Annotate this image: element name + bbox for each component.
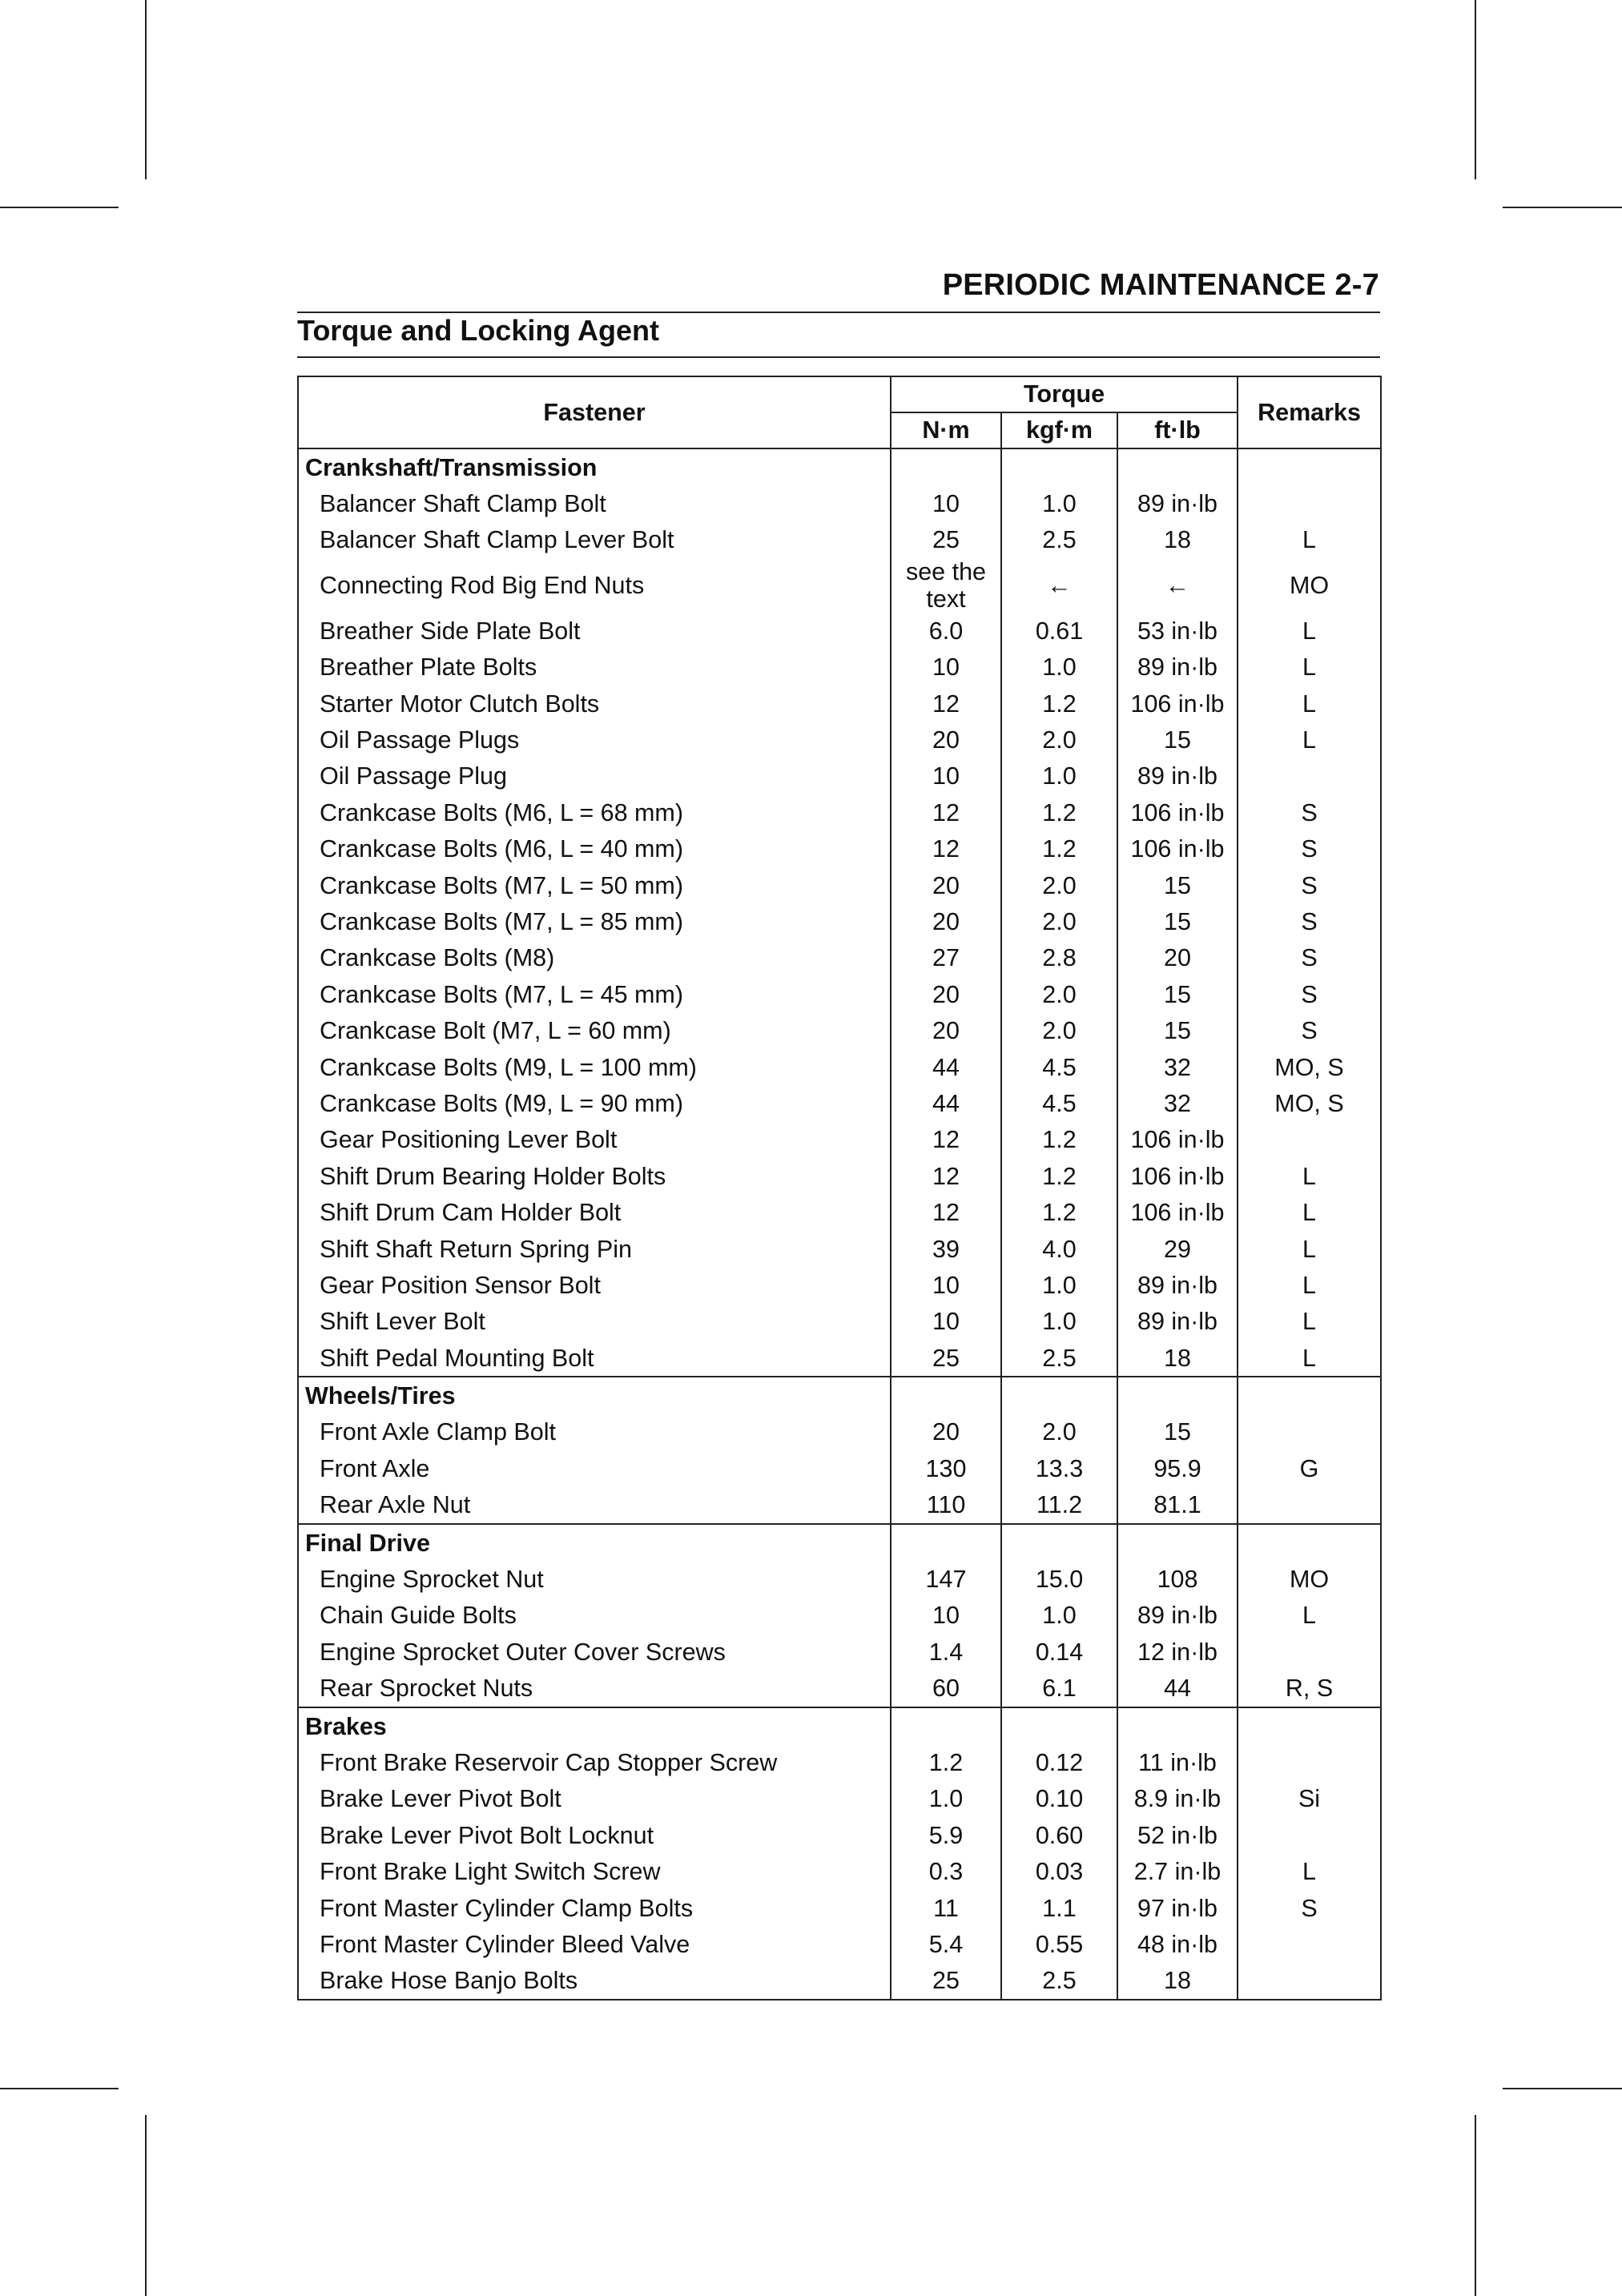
ftlb-value: ← bbox=[1117, 558, 1238, 613]
table-row bbox=[298, 758, 1381, 794]
kgfm-value: 2.0 bbox=[1001, 903, 1117, 939]
nm-value: 27 bbox=[891, 940, 1001, 976]
ftlb-value: 89 in·lb bbox=[1117, 1304, 1238, 1340]
ftlb-value: 18 bbox=[1117, 1340, 1238, 1377]
table-row bbox=[298, 976, 1381, 1012]
fastener-name: Chain Guide Bolts bbox=[298, 1598, 891, 1634]
table-row bbox=[298, 1267, 1381, 1303]
table-row bbox=[298, 1049, 1381, 1085]
ftlb-value: 15 bbox=[1117, 722, 1238, 758]
ftlb-value: 8.9 in·lb bbox=[1117, 1781, 1238, 1817]
fastener-name: Brake Lever Pivot Bolt bbox=[298, 1781, 891, 1817]
kgfm-value: 1.0 bbox=[1001, 1304, 1117, 1340]
table-row bbox=[298, 613, 1381, 649]
nm-value-line2: text bbox=[926, 585, 966, 613]
fastener-name: Breather Plate Bolts bbox=[298, 649, 891, 686]
crop-mark-bottom-right bbox=[1475, 2115, 1476, 2296]
remarks-value bbox=[1238, 1926, 1381, 1962]
fastener-name: Crankcase Bolt (M7, L = 60 mm) bbox=[298, 1012, 891, 1048]
fastener-name: Front Brake Reservoir Cap Stopper Screw bbox=[298, 1744, 891, 1780]
fastener-name: Rear Axle Nut bbox=[298, 1487, 891, 1524]
remarks-value: MO, S bbox=[1238, 1049, 1381, 1085]
crop-mark-top-left bbox=[145, 0, 147, 179]
table-row bbox=[298, 558, 1381, 613]
remarks-value: S bbox=[1238, 867, 1381, 903]
ftlb-value: 89 in·lb bbox=[1117, 1598, 1238, 1634]
ftlb-value: 29 bbox=[1117, 1231, 1238, 1267]
remarks-value bbox=[1238, 1963, 1381, 2000]
nm-value: 1.4 bbox=[891, 1634, 1001, 1670]
kgfm-value: 0.03 bbox=[1001, 1853, 1117, 1889]
fastener-name: Crankcase Bolts (M7, L = 45 mm) bbox=[298, 976, 891, 1012]
group-title: Crankshaft/Transmission bbox=[298, 448, 891, 485]
table-row bbox=[298, 1781, 1381, 1817]
ftlb-value: 108 bbox=[1117, 1561, 1238, 1597]
torque-table bbox=[297, 376, 1382, 2000]
nm-value: 20 bbox=[891, 976, 1001, 1012]
ftlb-value: 53 in·lb bbox=[1117, 613, 1238, 649]
remarks-value: L bbox=[1238, 1853, 1381, 1889]
ftlb-value: 95.9 bbox=[1117, 1450, 1238, 1486]
nm-value: 12 bbox=[891, 686, 1001, 722]
table-row bbox=[298, 1598, 1381, 1634]
table-row bbox=[298, 1012, 1381, 1048]
remarks-value: S bbox=[1238, 1890, 1381, 1926]
table-row bbox=[298, 1158, 1381, 1194]
nm-value: 130 bbox=[891, 1450, 1001, 1486]
ftlb-value: 18 bbox=[1117, 1963, 1238, 2000]
group-row bbox=[298, 1707, 1381, 1744]
nm-value: 10 bbox=[891, 1598, 1001, 1634]
remarks-value: L bbox=[1238, 1340, 1381, 1377]
ftlb-value: 18 bbox=[1117, 522, 1238, 558]
nm-value: 5.4 bbox=[891, 1926, 1001, 1962]
table-row bbox=[298, 1744, 1381, 1780]
ftlb-value: 97 in·lb bbox=[1117, 1890, 1238, 1926]
fastener-header: Fastener bbox=[298, 376, 891, 448]
fastener-name: Oil Passage Plugs bbox=[298, 722, 891, 758]
remarks-value bbox=[1238, 758, 1381, 794]
kgfm-value: 1.1 bbox=[1001, 1890, 1117, 1926]
remarks-value: L bbox=[1238, 613, 1381, 649]
fastener-name: Gear Position Sensor Bolt bbox=[298, 1267, 891, 1303]
remarks-value: L bbox=[1238, 1267, 1381, 1303]
ftlb-value: 52 in·lb bbox=[1117, 1817, 1238, 1853]
fastener-name: Shift Shaft Return Spring Pin bbox=[298, 1231, 891, 1267]
nm-value: 10 bbox=[891, 485, 1001, 521]
remarks-value bbox=[1238, 1122, 1381, 1158]
ftlb-value: 44 bbox=[1117, 1671, 1238, 1707]
remarks-value: L bbox=[1238, 686, 1381, 722]
fastener-name: Shift Drum Cam Holder Bolt bbox=[298, 1194, 891, 1230]
remarks-value: L bbox=[1238, 649, 1381, 686]
crop-mark-bottom-left bbox=[145, 2115, 147, 2296]
fastener-name: Engine Sprocket Nut bbox=[298, 1561, 891, 1597]
fastener-name: Front Axle Clamp Bolt bbox=[298, 1414, 891, 1450]
empty-cell bbox=[1238, 1707, 1381, 1744]
ftlb-value: 15 bbox=[1117, 867, 1238, 903]
fastener-name: Balancer Shaft Clamp Bolt bbox=[298, 485, 891, 521]
ftlb-value: 89 in·lb bbox=[1117, 649, 1238, 686]
table-row bbox=[298, 485, 1381, 521]
remarks-value: MO bbox=[1238, 1561, 1381, 1597]
fastener-name: Crankcase Bolts (M6, L = 68 mm) bbox=[298, 794, 891, 830]
nm-value: 12 bbox=[891, 1122, 1001, 1158]
kgfm-value: 1.2 bbox=[1001, 831, 1117, 867]
fastener-name: Front Axle bbox=[298, 1450, 891, 1486]
nm-value: 11 bbox=[891, 1890, 1001, 1926]
page-title: PERIODIC MAINTENANCE 2-7 bbox=[942, 268, 1379, 302]
empty-cell bbox=[1117, 1707, 1238, 1744]
nm-value: 0.3 bbox=[891, 1853, 1001, 1889]
fastener-name: Shift Lever Bolt bbox=[298, 1304, 891, 1340]
table-row bbox=[298, 1340, 1381, 1377]
kgfm-value: 0.14 bbox=[1001, 1634, 1117, 1670]
nm-header: N·m bbox=[891, 412, 1001, 448]
group-title: Wheels/Tires bbox=[298, 1377, 891, 1413]
table-row bbox=[298, 1671, 1381, 1707]
nm-value: 110 bbox=[891, 1487, 1001, 1524]
kgfm-value: 2.5 bbox=[1001, 1340, 1117, 1377]
ftlb-value: 32 bbox=[1117, 1085, 1238, 1121]
kgfm-value: 1.0 bbox=[1001, 1267, 1117, 1303]
ftlb-value: 32 bbox=[1117, 1049, 1238, 1085]
remarks-value: S bbox=[1238, 1012, 1381, 1048]
kgfm-value: 1.0 bbox=[1001, 758, 1117, 794]
nm-value: 60 bbox=[891, 1671, 1001, 1707]
remarks-value bbox=[1238, 1414, 1381, 1450]
nm-value: 10 bbox=[891, 758, 1001, 794]
torque-header: Torque bbox=[891, 376, 1238, 412]
fastener-name: Front Brake Light Switch Screw bbox=[298, 1853, 891, 1889]
nm-value: 39 bbox=[891, 1231, 1001, 1267]
kgfm-value: ← bbox=[1001, 558, 1117, 613]
group-title: Final Drive bbox=[298, 1524, 891, 1561]
table-row bbox=[298, 1853, 1381, 1889]
table-row bbox=[298, 522, 1381, 558]
kgfm-value: 2.0 bbox=[1001, 976, 1117, 1012]
remarks-value: L bbox=[1238, 1598, 1381, 1634]
empty-cell bbox=[1001, 448, 1117, 485]
group-title: Brakes bbox=[298, 1707, 891, 1744]
nm-value: 44 bbox=[891, 1085, 1001, 1121]
crop-mark-top-right bbox=[1475, 0, 1476, 179]
remarks-value: R, S bbox=[1238, 1671, 1381, 1707]
ftlb-header: ft·lb bbox=[1117, 412, 1238, 448]
remarks-value: L bbox=[1238, 1304, 1381, 1340]
table-row bbox=[298, 1194, 1381, 1230]
kgfm-value: 6.1 bbox=[1001, 1671, 1117, 1707]
table-row bbox=[298, 940, 1381, 976]
remarks-header: Remarks bbox=[1238, 376, 1381, 448]
ftlb-value: 15 bbox=[1117, 903, 1238, 939]
nm-value: 12 bbox=[891, 794, 1001, 830]
ftlb-value: 89 in·lb bbox=[1117, 1267, 1238, 1303]
table-row bbox=[298, 1450, 1381, 1486]
fastener-name: Engine Sprocket Outer Cover Screws bbox=[298, 1634, 891, 1670]
section-title: Torque and Locking Agent bbox=[297, 314, 659, 347]
ftlb-value: 106 in·lb bbox=[1117, 1158, 1238, 1194]
ftlb-value: 15 bbox=[1117, 1414, 1238, 1450]
fastener-name: Shift Pedal Mounting Bolt bbox=[298, 1340, 891, 1377]
ftlb-value: 2.7 in·lb bbox=[1117, 1853, 1238, 1889]
section-rule bbox=[297, 356, 1380, 358]
kgfm-value: 2.8 bbox=[1001, 940, 1117, 976]
kgfm-value: 2.0 bbox=[1001, 1414, 1117, 1450]
nm-value bbox=[891, 558, 1001, 613]
table-row bbox=[298, 1890, 1381, 1926]
ftlb-value: 89 in·lb bbox=[1117, 485, 1238, 521]
fastener-name: Crankcase Bolts (M9, L = 100 mm) bbox=[298, 1049, 891, 1085]
fastener-name: Balancer Shaft Clamp Lever Bolt bbox=[298, 522, 891, 558]
ftlb-value: 15 bbox=[1117, 976, 1238, 1012]
nm-value: 20 bbox=[891, 903, 1001, 939]
nm-value: 12 bbox=[891, 831, 1001, 867]
empty-cell bbox=[891, 1524, 1001, 1561]
fastener-name: Brake Lever Pivot Bolt Locknut bbox=[298, 1817, 891, 1853]
remarks-value: L bbox=[1238, 722, 1381, 758]
remarks-value: L bbox=[1238, 522, 1381, 558]
kgfm-value: 11.2 bbox=[1001, 1487, 1117, 1524]
nm-value: 10 bbox=[891, 649, 1001, 686]
table-row bbox=[298, 1414, 1381, 1450]
empty-cell bbox=[1001, 1707, 1117, 1744]
nm-value: 20 bbox=[891, 1414, 1001, 1450]
empty-cell bbox=[891, 1707, 1001, 1744]
fastener-name: Front Master Cylinder Bleed Valve bbox=[298, 1926, 891, 1962]
remarks-value bbox=[1238, 485, 1381, 521]
nm-value: 10 bbox=[891, 1267, 1001, 1303]
table-row bbox=[298, 794, 1381, 830]
table-row bbox=[298, 1561, 1381, 1597]
remarks-value bbox=[1238, 1744, 1381, 1780]
nm-value: 1.0 bbox=[891, 1781, 1001, 1817]
fastener-name: Connecting Rod Big End Nuts bbox=[298, 558, 891, 613]
kgfm-value: 4.0 bbox=[1001, 1231, 1117, 1267]
table-row bbox=[298, 1926, 1381, 1962]
kgfm-value: 2.0 bbox=[1001, 1012, 1117, 1048]
table-row bbox=[298, 1085, 1381, 1121]
kgfm-value: 1.2 bbox=[1001, 1194, 1117, 1230]
crop-mark-top-right-h bbox=[1503, 207, 1622, 208]
remarks-value: MO bbox=[1238, 558, 1381, 613]
remarks-value: S bbox=[1238, 940, 1381, 976]
empty-cell bbox=[891, 448, 1001, 485]
fastener-name: Brake Hose Banjo Bolts bbox=[298, 1963, 891, 2000]
ftlb-value: 12 in·lb bbox=[1117, 1634, 1238, 1670]
table-row bbox=[298, 831, 1381, 867]
kgfm-value: 1.0 bbox=[1001, 485, 1117, 521]
nm-value-line1: see the bbox=[905, 558, 987, 586]
table-row bbox=[298, 722, 1381, 758]
ftlb-value: 11 in·lb bbox=[1117, 1744, 1238, 1780]
kgfm-value: 1.2 bbox=[1001, 1158, 1117, 1194]
table-row bbox=[298, 1817, 1381, 1853]
kgfm-value: 2.5 bbox=[1001, 522, 1117, 558]
kgfm-value: 15.0 bbox=[1001, 1561, 1117, 1597]
ftlb-value: 106 in·lb bbox=[1117, 1194, 1238, 1230]
empty-cell bbox=[1238, 1524, 1381, 1561]
kgfm-value: 0.61 bbox=[1001, 613, 1117, 649]
remarks-value: G bbox=[1238, 1450, 1381, 1486]
kgfm-header: kgf·m bbox=[1001, 412, 1117, 448]
group-row bbox=[298, 1377, 1381, 1413]
table-row bbox=[298, 903, 1381, 939]
remarks-value bbox=[1238, 1634, 1381, 1670]
kgfm-value: 2.5 bbox=[1001, 1963, 1117, 2000]
group-row bbox=[298, 1524, 1381, 1561]
empty-cell bbox=[1117, 448, 1238, 485]
nm-value: 12 bbox=[891, 1158, 1001, 1194]
group-row bbox=[298, 448, 1381, 485]
nm-value: 5.9 bbox=[891, 1817, 1001, 1853]
nm-value: 6.0 bbox=[891, 613, 1001, 649]
ftlb-value: 106 in·lb bbox=[1117, 1122, 1238, 1158]
kgfm-value: 1.2 bbox=[1001, 1122, 1117, 1158]
kgfm-value: 1.2 bbox=[1001, 686, 1117, 722]
nm-value: 147 bbox=[891, 1561, 1001, 1597]
fastener-name: Rear Sprocket Nuts bbox=[298, 1671, 891, 1707]
kgfm-value: 0.10 bbox=[1001, 1781, 1117, 1817]
fastener-name: Crankcase Bolts (M9, L = 90 mm) bbox=[298, 1085, 891, 1121]
kgfm-value: 2.0 bbox=[1001, 722, 1117, 758]
remarks-value: L bbox=[1238, 1158, 1381, 1194]
table-row bbox=[298, 686, 1381, 722]
remarks-value: S bbox=[1238, 976, 1381, 1012]
ftlb-value: 15 bbox=[1117, 1012, 1238, 1048]
remarks-value bbox=[1238, 1487, 1381, 1524]
crop-mark-top-left-h bbox=[0, 207, 119, 208]
table-row bbox=[298, 1304, 1381, 1340]
empty-cell bbox=[1238, 448, 1381, 485]
table-row bbox=[298, 1231, 1381, 1267]
remarks-value: L bbox=[1238, 1231, 1381, 1267]
remarks-value: MO, S bbox=[1238, 1085, 1381, 1121]
table-row bbox=[298, 1963, 1381, 2000]
table-row bbox=[298, 867, 1381, 903]
ftlb-value: 106 in·lb bbox=[1117, 794, 1238, 830]
remarks-value: S bbox=[1238, 831, 1381, 867]
ftlb-value: 106 in·lb bbox=[1117, 686, 1238, 722]
fastener-name: Gear Positioning Lever Bolt bbox=[298, 1122, 891, 1158]
empty-cell bbox=[891, 1377, 1001, 1413]
nm-value: 25 bbox=[891, 1340, 1001, 1377]
empty-cell bbox=[1001, 1524, 1117, 1561]
ftlb-value: 89 in·lb bbox=[1117, 758, 1238, 794]
kgfm-value: 0.60 bbox=[1001, 1817, 1117, 1853]
table-row bbox=[298, 1634, 1381, 1670]
kgfm-value: 1.0 bbox=[1001, 1598, 1117, 1634]
remarks-value: Si bbox=[1238, 1781, 1381, 1817]
kgfm-value: 0.55 bbox=[1001, 1926, 1117, 1962]
remarks-value: L bbox=[1238, 1194, 1381, 1230]
nm-value: 20 bbox=[891, 1012, 1001, 1048]
fastener-name: Crankcase Bolts (M7, L = 50 mm) bbox=[298, 867, 891, 903]
fastener-name: Crankcase Bolts (M6, L = 40 mm) bbox=[298, 831, 891, 867]
fastener-name: Crankcase Bolts (M8) bbox=[298, 940, 891, 976]
fastener-name: Starter Motor Clutch Bolts bbox=[298, 686, 891, 722]
crop-mark-bottom-right-h bbox=[1503, 2088, 1622, 2089]
nm-value: 10 bbox=[891, 1304, 1001, 1340]
ftlb-value: 20 bbox=[1117, 940, 1238, 976]
kgfm-value: 13.3 bbox=[1001, 1450, 1117, 1486]
nm-value: 25 bbox=[891, 1963, 1001, 2000]
ftlb-value: 81.1 bbox=[1117, 1487, 1238, 1524]
kgfm-value: 4.5 bbox=[1001, 1085, 1117, 1121]
kgfm-value: 4.5 bbox=[1001, 1049, 1117, 1085]
empty-cell bbox=[1117, 1377, 1238, 1413]
empty-cell bbox=[1117, 1524, 1238, 1561]
table-row bbox=[298, 649, 1381, 686]
fastener-name: Front Master Cylinder Clamp Bolts bbox=[298, 1890, 891, 1926]
nm-value: 20 bbox=[891, 722, 1001, 758]
kgfm-value: 2.0 bbox=[1001, 867, 1117, 903]
kgfm-value: 1.0 bbox=[1001, 649, 1117, 686]
nm-value: 12 bbox=[891, 1194, 1001, 1230]
crop-mark-bottom-left-h bbox=[0, 2088, 119, 2089]
nm-value: 25 bbox=[891, 522, 1001, 558]
table-row bbox=[298, 1122, 1381, 1158]
ftlb-value: 48 in·lb bbox=[1117, 1926, 1238, 1962]
empty-cell bbox=[1238, 1377, 1381, 1413]
ftlb-value: 106 in·lb bbox=[1117, 831, 1238, 867]
torque-table-body bbox=[298, 448, 1381, 2000]
remarks-value: S bbox=[1238, 903, 1381, 939]
table-row bbox=[298, 1487, 1381, 1524]
remarks-value bbox=[1238, 1817, 1381, 1853]
nm-value: 20 bbox=[891, 867, 1001, 903]
header-rule bbox=[297, 312, 1380, 313]
kgfm-value: 1.2 bbox=[1001, 794, 1117, 830]
fastener-name: Crankcase Bolts (M7, L = 85 mm) bbox=[298, 903, 891, 939]
fastener-name: Breather Side Plate Bolt bbox=[298, 613, 891, 649]
nm-value: 1.2 bbox=[891, 1744, 1001, 1780]
nm-value: 44 bbox=[891, 1049, 1001, 1085]
fastener-name: Shift Drum Bearing Holder Bolts bbox=[298, 1158, 891, 1194]
remarks-value: S bbox=[1238, 794, 1381, 830]
fastener-name: Oil Passage Plug bbox=[298, 758, 891, 794]
empty-cell bbox=[1001, 1377, 1117, 1413]
kgfm-value: 0.12 bbox=[1001, 1744, 1117, 1780]
